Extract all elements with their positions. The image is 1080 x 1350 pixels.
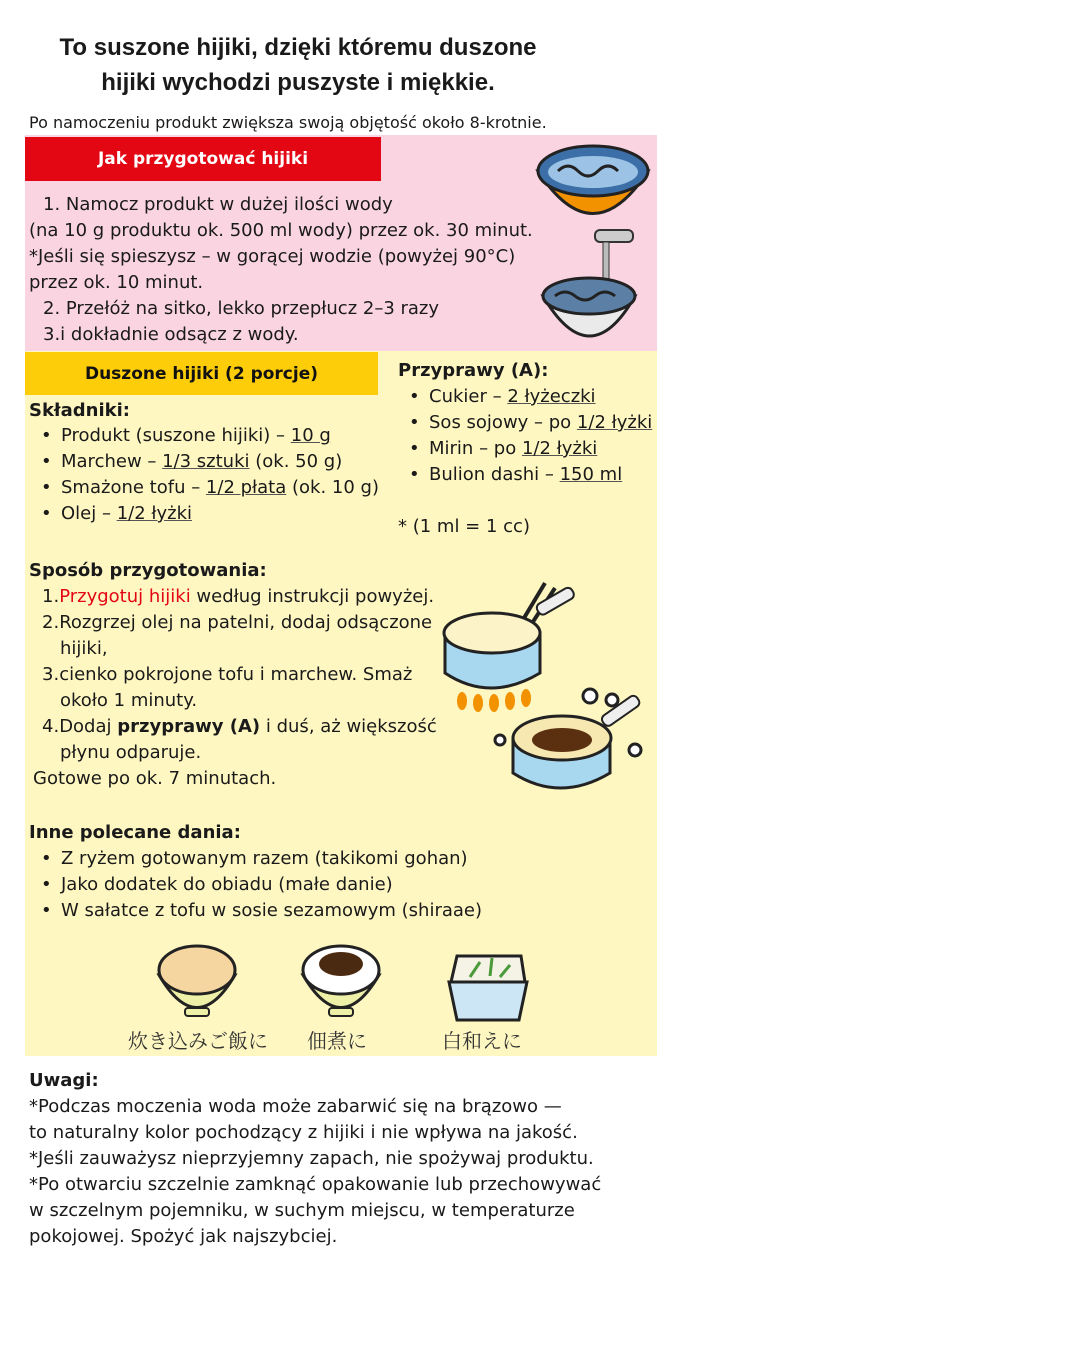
note-line: *Jeśli zauważysz nieprzyjemny zapach, nie spożywaj produktu. bbox=[29, 1148, 594, 1169]
step: 4.Dodaj przyprawy (A) i duś, aż większość bbox=[42, 716, 437, 737]
spice-item: • Cukier – 2 łyżeczki bbox=[397, 384, 652, 410]
tsukudani-bowl-icon bbox=[299, 940, 384, 1022]
prep-line: *Jeśli się spieszysz – w gorącej wodzie (powyżej 90°C) bbox=[29, 246, 516, 267]
method-steps bbox=[42, 584, 442, 766]
unit-note: * (1 ml = 1 cc) bbox=[398, 516, 530, 537]
intro-text: Po namoczeniu produkt zwiększa swoją objętość około 8-krotnie. bbox=[29, 113, 547, 132]
note-line: *Podczas moczenia woda może zabarwić się na brązowo — bbox=[29, 1096, 562, 1117]
spices-title: Przyprawy (A): bbox=[398, 360, 549, 381]
dish-label: 炊き込みご飯に bbox=[128, 1029, 268, 1053]
ingredient-item: • Produkt (suszone hijiki) – 10 g bbox=[29, 423, 379, 449]
method-title: Sposób przygotowania: bbox=[29, 560, 267, 581]
page-title: To suszone hijiki, dzięki któremu duszone hijiki wychodzi puszyste i miękkie. bbox=[59, 34, 537, 96]
spices-list bbox=[397, 384, 652, 488]
other-dishes-list bbox=[29, 846, 482, 924]
step-cont: hijiki, bbox=[60, 638, 108, 659]
note-line: w szczelnym pojemniku, w suchym miejscu, w temperaturze bbox=[29, 1200, 575, 1221]
spice-item: • Bulion dashi – 150 ml bbox=[397, 462, 652, 488]
strainer-illustration bbox=[535, 226, 645, 348]
prep-header: Jak przygotować hijiki bbox=[25, 137, 381, 181]
other-dish-item: • Z ryżem gotowanym razem (takikomi gohan) bbox=[29, 846, 482, 872]
note-line: to naturalny kolor pochodzący z hijiki i nie wpływa na jakość. bbox=[29, 1122, 578, 1143]
prep-line: przez ok. 10 minut. bbox=[29, 272, 204, 293]
notes-text bbox=[29, 1094, 601, 1250]
step-cont: około 1 minuty. bbox=[60, 690, 198, 711]
other-dish-item: • Jako dodatek do obiadu (małe danie) bbox=[29, 872, 482, 898]
takikomi-bowl-icon bbox=[155, 940, 240, 1022]
dish-label: 佃煮に bbox=[307, 1029, 367, 1053]
ingredient-item: • Smażone tofu – 1/2 płata (ok. 10 g) bbox=[29, 475, 379, 501]
recipe-header: Duszone hijiki (2 porcje) bbox=[25, 352, 378, 395]
ingredients-title: Składniki: bbox=[29, 400, 130, 421]
note-line: *Po otwarciu szczelnie zamknąć opakowanie lub przechowywać bbox=[29, 1174, 602, 1195]
step: 1.Przygotuj hijiki według instrukcji powyżej. bbox=[42, 586, 435, 607]
spice-item: • Sos sojowy – po 1/2 łyżki bbox=[397, 410, 652, 436]
prep-instructions bbox=[29, 192, 533, 348]
done-text: Gotowe po ok. 7 minutach. bbox=[33, 768, 277, 789]
prep-line: 2. Przełóż na sitko, lekko przepłucz 2–3 razy bbox=[43, 298, 440, 319]
step: 2.Rozgrzej olej na patelni, dodaj odsączone bbox=[42, 612, 433, 633]
prep-line: (na 10 g produktu ok. 500 ml wody) przez ok. 30 minut. bbox=[29, 220, 533, 241]
ingredient-item: • Marchew – 1/3 sztuki (ok. 50 g) bbox=[29, 449, 379, 475]
cooking-illustration bbox=[440, 578, 655, 800]
step: 3.cienko pokrojone tofu i marchew. Smaż bbox=[42, 664, 413, 685]
prep-line: 1. Namocz produkt w dużej ilości wody bbox=[43, 194, 393, 215]
step-cont: płynu odparuje. bbox=[60, 742, 202, 763]
spice-item: • Mirin – po 1/2 łyżki bbox=[397, 436, 652, 462]
shiraae-dish-icon bbox=[445, 952, 531, 1024]
dish-label: 白和えに bbox=[442, 1029, 522, 1053]
other-dishes-title: Inne polecane dania: bbox=[29, 822, 241, 843]
prep-line: 3.i dokładnie odsącz z wody. bbox=[43, 324, 299, 345]
other-dish-item: • W sałatce z tofu w sosie sezamowym (shiraae) bbox=[29, 898, 482, 924]
notes-title: Uwagi: bbox=[29, 1070, 99, 1091]
ingredient-item: • Olej – 1/2 łyżki bbox=[29, 501, 379, 527]
note-line: pokojowej. Spożyć jak najszybciej. bbox=[29, 1226, 338, 1247]
ingredients-list bbox=[29, 423, 379, 527]
soaking-bowl-illustration bbox=[533, 136, 653, 221]
